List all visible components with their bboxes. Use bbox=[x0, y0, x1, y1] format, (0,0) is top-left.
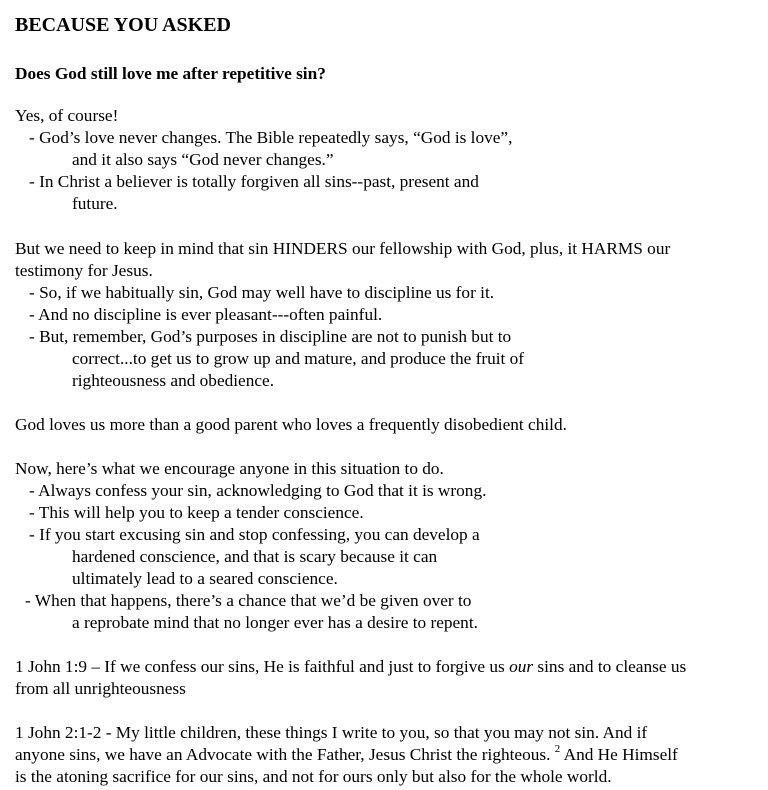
verse-1john-2-1-2 bbox=[15, 722, 765, 788]
verse-1-italic: our bbox=[509, 657, 534, 676]
fellowship-paragraph bbox=[15, 238, 765, 392]
fellowship-lead: But we need to keep in mind that sin HINDERS our fellowship with God, plus, it HARMS our bbox=[15, 239, 671, 258]
encourage-point-3: - If you start excusing sin and stop confessing, you can develop a bbox=[29, 525, 480, 544]
encourage-point-4: - When that happens, there’s a chance that we’d be given over to bbox=[25, 591, 472, 610]
fellowship-point-3: - But, remember, God’s purposes in discipline are not to punish but to bbox=[29, 327, 512, 346]
verse-1-line-2: from all unrighteousness bbox=[15, 679, 186, 698]
parent-paragraph bbox=[15, 414, 765, 436]
answer-point-1: - God’s love never changes. The Bible repeatedly says, “God is love”, bbox=[29, 128, 513, 147]
encourage-point-3-cont2: ultimately lead to a seared conscience. bbox=[72, 569, 338, 588]
encourage-point-3-cont: hardened conscience, and that is scary because it can bbox=[72, 547, 438, 566]
answer-lead: Yes, of course! bbox=[15, 106, 119, 125]
answer-paragraph bbox=[15, 105, 765, 215]
answer-point-2: - In Christ a believer is totally forgiven all sins--past, present and bbox=[29, 172, 479, 191]
verse-1-line-1 bbox=[15, 656, 765, 678]
encourage-paragraph bbox=[15, 458, 765, 634]
verse-1-text-b: sins and to cleanse us bbox=[533, 657, 687, 676]
fellowship-lead-cont: testimony for Jesus. bbox=[15, 261, 153, 280]
encourage-lead: Now, here’s what we encourage anyone in this situation to do. bbox=[15, 459, 444, 478]
page-title: BECAUSE YOU ASKED bbox=[15, 14, 231, 36]
fellowship-point-3-cont: correct...to get us to grow up and mature, and produce the fruit of bbox=[72, 349, 525, 368]
verse-1john-1-9 bbox=[15, 656, 765, 700]
answer-point-2-cont: future. bbox=[72, 194, 118, 213]
verse-2-text-b: And He Himself bbox=[560, 745, 678, 764]
fellowship-point-1: - So, if we habitually sin, God may well have to discipline us for it. bbox=[29, 283, 495, 302]
encourage-point-1: - Always confess your sin, acknowledging to God that it is wrong. bbox=[29, 481, 487, 500]
verse-number-superscript: 2 bbox=[554, 743, 561, 756]
parent-line: God loves us more than a good parent who loves a frequently disobedient child. bbox=[15, 415, 567, 434]
verse-1-text-a: 1 John 1:9 – If we confess our sins, He is faithful and just to forgive us bbox=[15, 657, 510, 676]
encourage-point-2: - This will help you to keep a tender conscience. bbox=[29, 503, 364, 522]
encourage-point-4-cont: a reprobate mind that no longer ever has a desire to repent. bbox=[72, 613, 478, 632]
verse-2-line-2 bbox=[15, 744, 765, 766]
fellowship-point-2: - And no discipline is ever pleasant---often painful. bbox=[29, 305, 383, 324]
question-heading: Does God still love me after repetitive sin? bbox=[15, 64, 326, 83]
verse-2-line-1: 1 John 2:1-2 - My little children, these things I write to you, so that you may not sin. And if bbox=[15, 723, 648, 742]
fellowship-point-3-cont2: righteousness and obedience. bbox=[72, 371, 275, 390]
verse-2-text-a: anyone sins, we have an Advocate with the Father, Jesus Christ the righteous. bbox=[15, 745, 555, 764]
verse-2-line-3: is the atoning sacrifice for our sins, and not for ours only but also for the whole world. bbox=[15, 767, 612, 786]
answer-point-1-cont: and it also says “God never changes.” bbox=[72, 150, 334, 169]
